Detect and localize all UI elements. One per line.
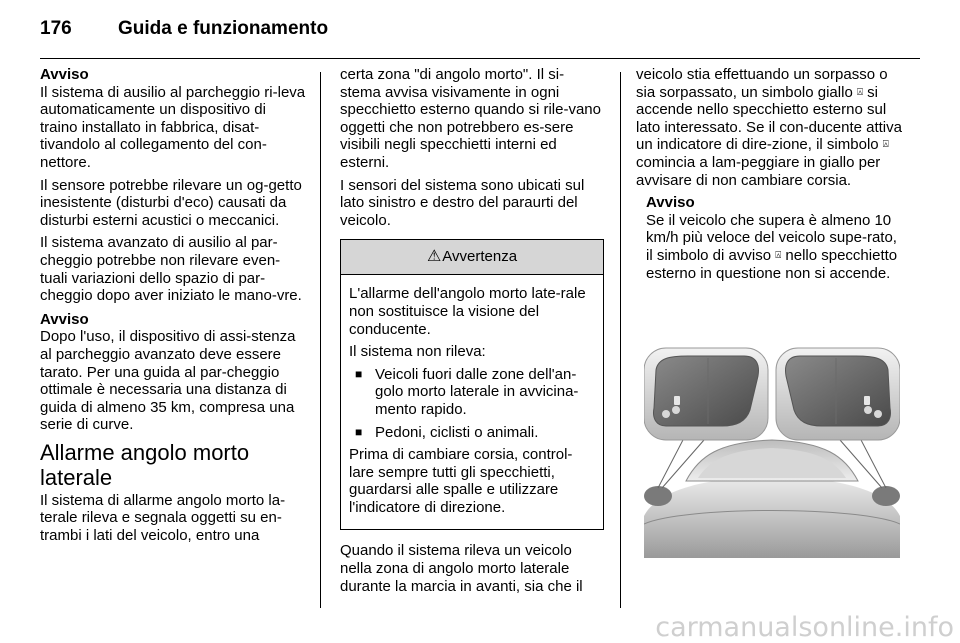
page-title: Guida e funzionamento [118,18,329,39]
right-mirror [776,348,900,440]
notice-paragraph: Il sensore potrebbe rilevare un og-getto inesistente (disturbi d'eco) causati da disturbi esterni acustici o meccanici. [40,176,302,229]
column-divider-1 [320,72,321,608]
body-paragraph: certa zona "di angolo morto". Il si-stema avvisa visivamente in ogni specchietto esterno quando si rile-vano oggetti che non potrebbero es-sere visibili negli specchietti interni ed esterni. [340,66,601,171]
car-body [644,440,900,558]
warning-triangle-icon: ⚠ [426,248,442,266]
section-heading: Allarme angolo morto laterale [40,439,250,490]
notice-block-1 [40,66,306,305]
body-paragraph: Quando il sistema rileva un veicolo nella zona di angolo morto laterale durante la marcia in avanti, sia che il [340,542,583,595]
blind-spot-symbol-icon: ⍓ [775,249,782,261]
notice-paragraph: Il sistema avanzato di ausilio al par-cheggio potrebbe non rilevare even-tuali variazioni dello spazio di par-cheggio dopo aver iniziato le mano-vre. [40,234,302,305]
column-divider-2 [620,72,621,608]
blind-spot-symbol-icon: ⍓ [882,139,889,151]
notice-paragraph: Il sistema di ausilio al parcheggio ri-leva automaticamente un dispositivo di traino installato in fabbrica, disat-tivandolo al collegamento del con-nettore. [40,83,306,171]
warning-title: Avvertenza [442,248,518,266]
warning-paragraph: Prima di cambiare corsia, control-lare sempre tutti gli specchietti, guardarsi alle spalle e utilizzare l'indicatore di direzione. [349,446,573,516]
column-2 [340,66,604,600]
warning-box [340,239,604,530]
body-paragraph: veicolo stia effettuando un sorpasso o sia sorpassato, un simbolo giallo ⍓ si accende nello specchietto esterno sul lato interessato. Se il con-ducente attiva un indicatore di dire-zione, il simbolo ⍓ comincia a lam-peggiare in giallo per avvisare di non cambiare corsia. [636,66,902,189]
notice-block-2 [40,311,306,434]
warning-paragraph: L'allarme dell'angolo morto late-rale non sostituisce la visione del conducente. [349,285,586,338]
blind-spot-symbol-icon: ⍓ [856,86,863,98]
notice-paragraph: Se il veicolo che supera è almeno 10 km/h più veloce del veicolo supe-rato, il simbolo di avviso ⍓ nello specchietto esterno in questione non si accende. [646,211,898,282]
notice-paragraph: Dopo l'uso, il dispositivo di assi-stenza al parcheggio avanzato deve essere tarato. Per una guida al par-cheggio ottimale è necessaria una distanza di guida di almeno 35 km, compresa una serie di curve. [40,328,296,434]
blind-spot-mirror-illustration [644,346,900,558]
square-bullet-icon: ■ [355,424,363,439]
left-mirror [644,348,768,440]
list-item: ■ Pedoni, ciclisti o animali. [355,423,539,441]
warning-header [341,240,603,275]
watermark: carmanualsonline.info [655,612,954,643]
warning-body [341,275,603,529]
notice-title: Avviso [646,194,695,212]
body-paragraph: I sensori del sistema sono ubicati sul lato sinistro e destro del paraurti del veicolo. [340,176,585,229]
column-1 [40,66,306,550]
page-number: 176 [40,18,72,39]
warning-paragraph: Il sistema non rileva: [349,343,486,361]
column-3 [636,66,902,288]
notice-title: Avviso [40,310,89,328]
body-paragraph: Il sistema di allarme angolo morto la-terale rileva e segnala oggetti su en-trambi i lati del veicolo, entro una [40,491,286,545]
notice-title: Avviso [40,66,89,83]
warning-list [349,366,595,441]
header-divider [40,58,920,59]
square-bullet-icon: ■ [355,366,363,381]
list-item: ■ Veicoli fuori dalle zone dell'an-golo morto laterale in avvicina-mento rapido. [355,365,579,418]
notice-block-3 [636,194,902,282]
